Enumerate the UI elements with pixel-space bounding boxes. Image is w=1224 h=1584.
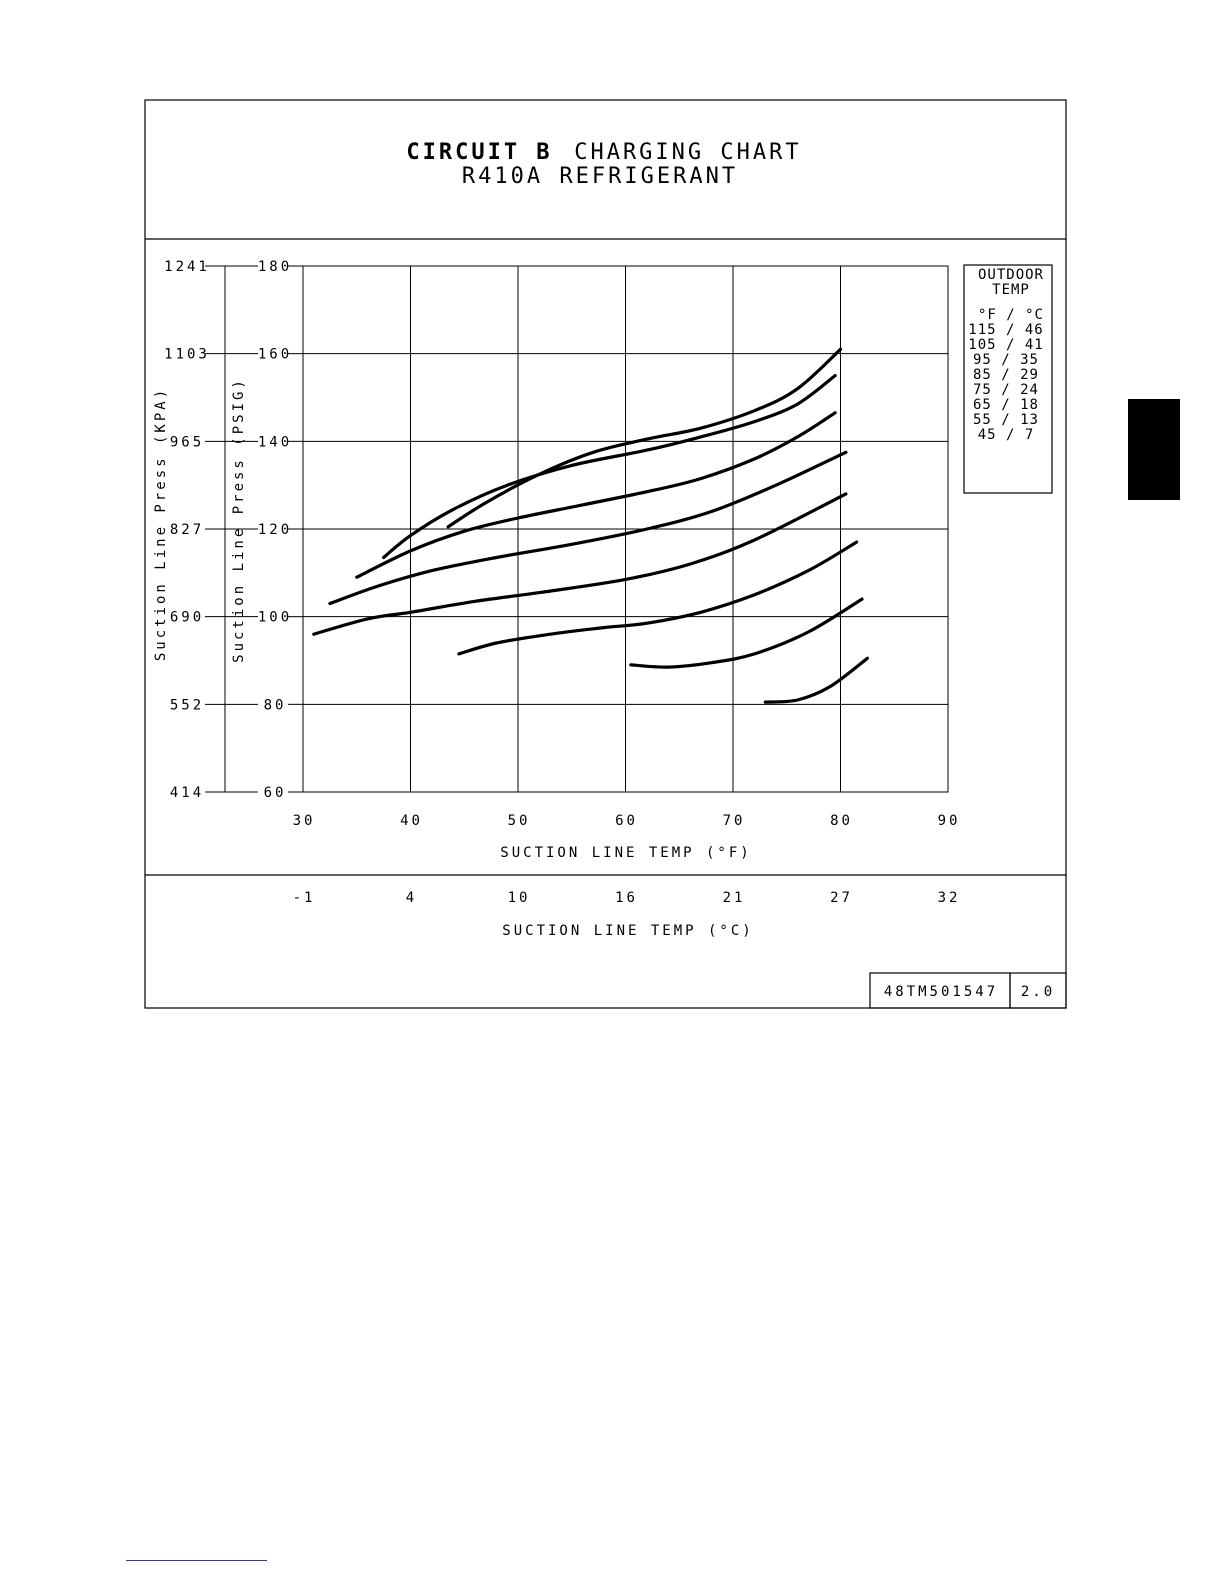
legend-entry: 115 / 46	[968, 322, 1044, 338]
y-tick-label-kpa: 1241	[164, 259, 210, 275]
y-tick-label-kpa: 965	[169, 434, 205, 451]
revision-number: 2.0	[1020, 984, 1056, 1000]
y-tick-label-psig: 80	[263, 697, 287, 714]
y-tick-label-kpa: 690	[169, 609, 205, 626]
x-tick-label-c: 16	[615, 890, 638, 906]
series-line	[765, 658, 867, 702]
y-tick-label-psig: 140	[257, 434, 293, 451]
x-tick-label-c: 32	[937, 890, 961, 906]
chart-title	[406, 140, 801, 165]
legend-entry: 105 / 41	[968, 337, 1044, 353]
chart-title-bold: CIRCUIT B	[406, 140, 553, 165]
y-axis-label-kpa: Suction Line Press (KPA)	[153, 386, 169, 662]
x-tick-label-f: 90	[937, 813, 961, 829]
x-tick-label-f: 40	[400, 813, 423, 829]
series-line	[357, 413, 835, 577]
y-tick-label-psig: 120	[257, 522, 293, 538]
part-number: 48TM501547	[883, 984, 999, 1000]
y-tick-label-kpa: 1103	[164, 346, 210, 363]
x-tick-label-c: -1	[292, 890, 316, 906]
y-tick-label-psig: 160	[257, 346, 293, 363]
legend-entries	[968, 322, 1043, 443]
series-line	[448, 349, 840, 527]
y-tick-label-kpa: 552	[169, 697, 205, 714]
legend-title-line1: OUTDOOR	[977, 267, 1045, 283]
legend-entry: 65 / 18	[972, 397, 1040, 413]
legend-entry: 85 / 29	[972, 367, 1040, 383]
plot-area	[164, 259, 960, 906]
y-tick-label-kpa: 827	[169, 522, 205, 538]
x-tick-label-f: 60	[615, 813, 638, 829]
series-line	[330, 452, 846, 603]
legend-unit-header: °F / °C	[977, 307, 1045, 323]
y-tick-label-psig: 100	[257, 609, 293, 626]
x-axis-label-c: SUCTION LINE TEMP (°C)	[502, 923, 754, 939]
x-tick-label-c: 27	[830, 890, 853, 906]
x-tick-label-f: 70	[722, 813, 746, 829]
x-tick-label-f: 50	[507, 813, 531, 829]
legend-title-line2: TEMP	[992, 282, 1030, 298]
legend-entry: 55 / 13	[972, 412, 1040, 428]
x-tick-label-f: 80	[830, 813, 853, 829]
x-tick-label-c: 4	[405, 890, 418, 906]
legend-entry: 75 / 24	[972, 382, 1040, 398]
x-axis-label-f: SUCTION LINE TEMP (°F)	[500, 845, 752, 861]
chart-subtitle: R410A REFRIGERANT	[461, 164, 739, 189]
x-tick-label-c: 21	[722, 890, 746, 906]
y-tick-label-psig: 180	[257, 259, 293, 275]
section-tab-marker	[1128, 399, 1180, 500]
series-line	[314, 494, 846, 634]
x-tick-label-c: 10	[507, 890, 531, 906]
x-tick-label-f: 30	[292, 813, 316, 829]
legend-entry: 95 / 35	[972, 352, 1040, 368]
series-line	[384, 376, 835, 558]
chart-frame	[145, 100, 1066, 1008]
y-axis-label-psig: Suction Line Press (PSIG)	[231, 377, 247, 663]
legend-entry: 45 / 7	[977, 427, 1035, 443]
y-tick-label-kpa: 414	[169, 785, 205, 801]
y-tick-label-psig: 60	[263, 785, 287, 801]
chart-title-rest: CHARGING CHART	[574, 140, 802, 165]
footnote-rule	[126, 1560, 267, 1561]
series-line	[631, 599, 862, 667]
